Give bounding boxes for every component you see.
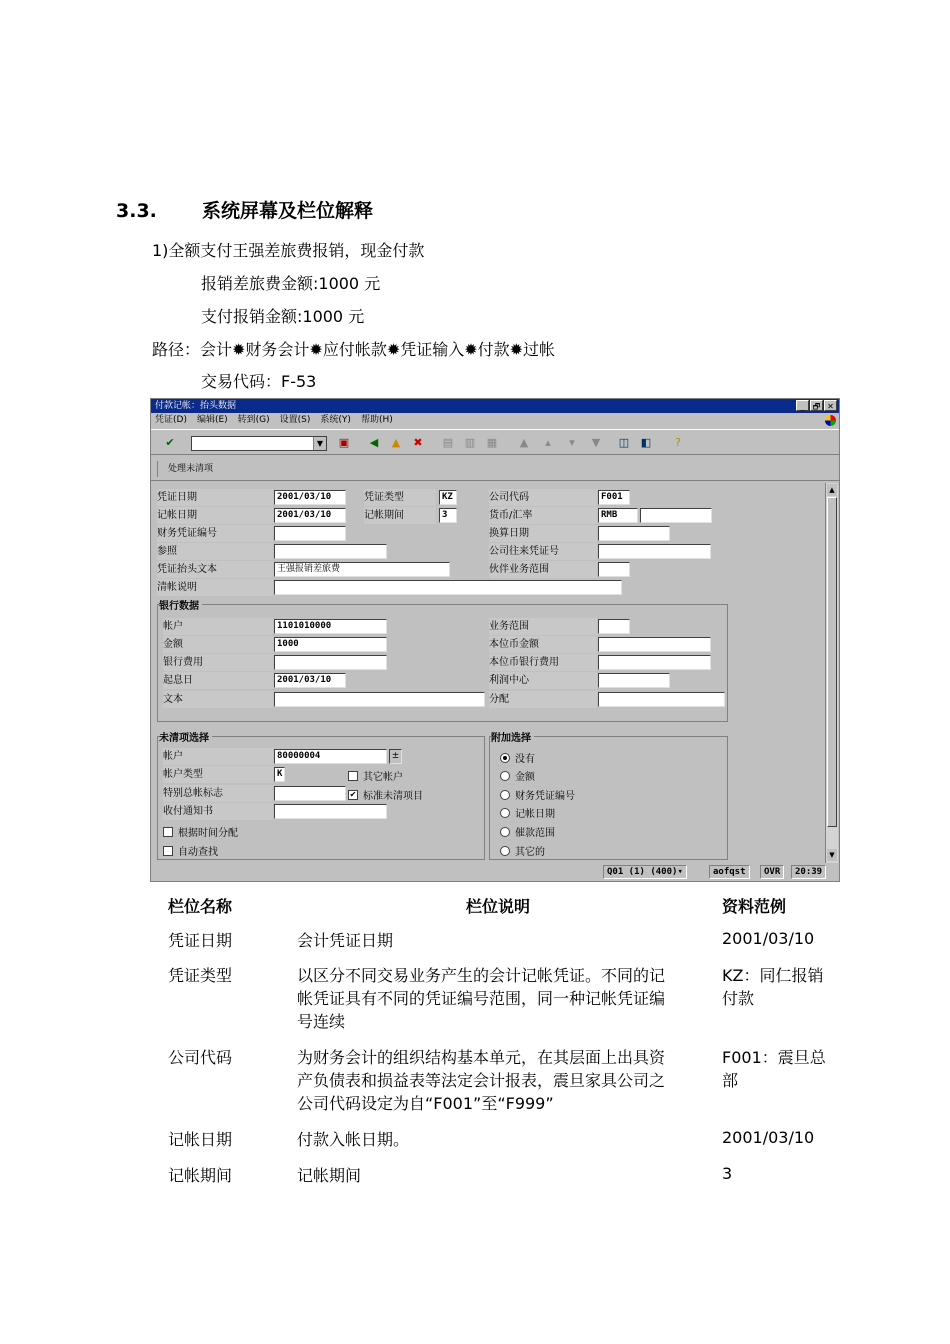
row-example: 2001/03/10 — [722, 929, 815, 948]
reference-field[interactable] — [274, 544, 387, 559]
radio[interactable] — [500, 790, 510, 800]
menu-help[interactable]: 帮助(H) — [360, 415, 393, 425]
row-example: KZ：同仁报销 — [722, 966, 824, 985]
radio-selected[interactable] — [500, 753, 510, 763]
row-field-name: 凭证类型 — [168, 966, 233, 985]
automatic-search-label: 自动查找 — [178, 847, 218, 858]
next-page-icon[interactable]: ▾ — [569, 436, 575, 449]
label-translation-date: 换算日期 — [489, 525, 597, 542]
label-posting-date: 记帐日期 — [157, 507, 273, 524]
other-accounts-label: 其它帐户 — [363, 772, 403, 783]
label-document-type: 凭证类型 — [364, 489, 436, 506]
exit-icon[interactable]: ▲ — [391, 436, 401, 449]
checkbox-box[interactable] — [348, 771, 358, 781]
column-header-field-description: 栏位说明 — [466, 897, 531, 916]
trading-partner-ba-field[interactable] — [598, 562, 630, 577]
option-others-radio[interactable] — [500, 843, 545, 858]
menu-document[interactable]: 凭证(D) — [155, 415, 187, 425]
exchange-rate-field[interactable] — [640, 508, 712, 523]
label-assignment: 分配 — [489, 691, 597, 708]
local-bank-charges-field[interactable] — [598, 655, 711, 670]
checkbox-box[interactable] — [163, 846, 173, 856]
option-none-label: 没有 — [515, 754, 535, 765]
row-example: 2001/03/10 — [722, 1128, 815, 1147]
scroll-down-icon[interactable]: ▼ — [827, 849, 837, 861]
cancel-icon[interactable]: ✖ — [413, 436, 423, 449]
label-clearing-text: 清帐说明 — [157, 579, 273, 596]
special-gl-indicator-field[interactable] — [274, 786, 346, 801]
label-account-type: 帐户类型 — [163, 766, 273, 783]
last-page-icon[interactable]: ▼ — [591, 436, 601, 449]
close-button[interactable]: ✕ — [824, 400, 837, 411]
transaction-code: 交易代码：F-53 — [201, 372, 317, 391]
chevron-down-icon[interactable]: ▼ — [313, 437, 326, 450]
option-dunning-area-label: 催款范围 — [515, 828, 555, 839]
row-field-name: 公司代码 — [168, 1048, 233, 1067]
print-icon[interactable]: ▤ — [442, 436, 454, 449]
bank-account-field[interactable]: 1101010000 — [274, 619, 387, 634]
previous-page-icon[interactable]: ▴ — [545, 436, 551, 449]
label-currency-rate: 货币/汇率 — [489, 507, 597, 524]
option-document-number-radio[interactable] — [500, 787, 575, 802]
system-client-status[interactable]: Q01 (1) (400)▾ — [603, 865, 687, 879]
label-header-text: 凭证抬头文本 — [157, 561, 273, 578]
enter-check-icon[interactable]: ✔ — [165, 436, 175, 449]
row-field-name: 记帐日期 — [168, 1130, 233, 1149]
label-local-amount: 本位币金额 — [489, 636, 597, 653]
business-area-field[interactable] — [598, 619, 630, 634]
option-amount-label: 金额 — [515, 772, 535, 783]
help-icon[interactable]: ? — [675, 436, 681, 449]
bank-text-field[interactable] — [274, 692, 485, 707]
radio[interactable] — [500, 827, 510, 837]
menu-settings[interactable]: 设置(S) — [279, 415, 311, 425]
create-session-icon[interactable]: ◫ — [618, 436, 630, 449]
bank-data-title: 银行数据 — [159, 597, 202, 612]
minimize-button[interactable]: _ — [796, 400, 809, 411]
application-toolbar — [151, 457, 839, 481]
menu-goto[interactable]: 转到(G) — [237, 415, 270, 425]
column-header-example: 资料范例 — [722, 897, 787, 916]
first-page-icon[interactable]: ▲ — [519, 436, 529, 449]
intro-line-2: 报销差旅费金额:1000 元 — [201, 274, 381, 293]
screen-content — [153, 483, 825, 861]
option-none-radio[interactable] — [500, 750, 535, 765]
checkbox-box[interactable] — [163, 827, 173, 837]
option-document-number-label: 财务凭证编号 — [515, 791, 575, 802]
additional-selection-title: 附加选择 — [491, 729, 534, 744]
posting-period-field[interactable]: 3 — [439, 508, 457, 523]
row-description: 会计凭证日期 — [297, 931, 394, 950]
window-title: 付款记帐：抬头数据 — [155, 401, 237, 411]
window-titlebar — [151, 399, 839, 413]
posting-date-field[interactable]: 2001/03/10 — [274, 508, 346, 523]
local-amount-field[interactable] — [598, 637, 711, 652]
clearing-text-field[interactable] — [274, 580, 622, 595]
command-field[interactable] — [191, 436, 327, 451]
server-status: aofqst — [709, 865, 750, 879]
label-bank-charges: 银行费用 — [163, 654, 273, 671]
status-bar — [151, 863, 839, 881]
section-title: 系统屏幕及栏位解释 — [202, 200, 374, 222]
scrollbar-thumb[interactable] — [827, 497, 837, 827]
company-code-field[interactable]: F001 — [598, 490, 630, 505]
label-document-date: 凭证日期 — [157, 489, 273, 506]
menu-edit[interactable]: 编辑(E) — [196, 415, 228, 425]
fi-document-number-field[interactable] — [274, 526, 346, 541]
value-date-field[interactable]: 2001/03/10 — [274, 673, 346, 688]
label-amount: 金额 — [163, 636, 273, 653]
section-heading — [116, 196, 373, 223]
row-description: 号连续 — [297, 1012, 346, 1031]
open-account-field[interactable]: 80000004 — [274, 749, 387, 764]
match-code-icon[interactable]: ± — [389, 749, 402, 764]
label-special-gl-indicator: 特别总帐标志 — [163, 785, 273, 802]
label-value-date: 起息日 — [163, 672, 273, 689]
label-company-code: 公司代码 — [489, 489, 597, 506]
row-description: 帐凭证具有不同的凭证编号范围，同一种记帐凭证编 — [297, 989, 666, 1008]
radio[interactable] — [500, 846, 510, 856]
row-description: 记帐期间 — [297, 1166, 362, 1185]
label-trading-partner-ba: 伙伴业务范围 — [489, 561, 597, 578]
distribute-by-age-checkbox[interactable] — [163, 824, 238, 839]
vertical-scrollbar[interactable] — [825, 483, 838, 863]
distribute-by-age-label: 根据时间分配 — [178, 828, 238, 839]
profit-center-field[interactable] — [598, 673, 670, 688]
menu-path: 路径：会计✹财务会计✹应付帐款✹凭证输入✹付款✹过帐 — [152, 340, 556, 359]
standard-toolbar — [151, 429, 839, 455]
row-field-name: 凭证日期 — [168, 931, 233, 950]
find-next-icon[interactable]: ▦ — [486, 436, 498, 449]
section-number: 3.3. — [116, 200, 157, 222]
header-text-field[interactable]: 王强报销差旅费 — [274, 562, 450, 577]
row-description: 以区分不同交易业务产生的会计记帐凭证。不同的记 — [297, 966, 666, 985]
insert-mode-status: OVR — [760, 865, 784, 879]
document-date-field[interactable]: 2001/03/10 — [274, 490, 346, 505]
shortcut-icon[interactable]: ◧ — [640, 436, 652, 449]
process-open-items-button[interactable]: 处理未清项 — [157, 461, 223, 477]
standard-open-items-checkbox[interactable] — [348, 787, 423, 802]
label-reference: 参照 — [157, 543, 273, 560]
restore-button[interactable]: 🗗 — [810, 400, 823, 411]
time-status: 20:39 — [791, 865, 826, 879]
bank-charges-field[interactable] — [274, 655, 387, 670]
row-description: 为财务会计的组织结构基本单元，在其层面上出具资 — [297, 1048, 666, 1067]
other-accounts-checkbox[interactable] — [348, 768, 403, 783]
column-header-field-name: 栏位名称 — [168, 897, 233, 916]
standard-open-items-label: 标准未清项目 — [363, 791, 423, 802]
label-business-area: 业务范围 — [489, 618, 597, 635]
automatic-search-checkbox[interactable] — [163, 843, 218, 858]
row-example: F001：震旦总 — [722, 1048, 826, 1067]
menu-bar — [151, 413, 839, 427]
label-payment-advice: 收付通知书 — [163, 803, 273, 820]
cross-company-number-field[interactable] — [598, 544, 711, 559]
menu-system[interactable]: 系统(Y) — [320, 415, 351, 425]
label-profit-center: 利润中心 — [489, 672, 597, 689]
assignment-field[interactable] — [598, 692, 725, 707]
option-amount-radio[interactable] — [500, 768, 535, 783]
option-dunning-area-radio[interactable] — [500, 824, 555, 839]
radio[interactable] — [500, 808, 510, 818]
find-icon[interactable]: ▥ — [464, 436, 476, 449]
checkbox-box-checked[interactable]: ✔ — [349, 789, 357, 799]
currency-field[interactable]: RMB — [598, 508, 638, 523]
row-example: 部 — [722, 1071, 739, 1090]
row-description: 公司代码设定为自“F001”至“F999” — [297, 1094, 554, 1113]
save-icon[interactable]: ▣ — [338, 436, 350, 449]
sap-window — [150, 398, 840, 882]
option-others-label: 其它的 — [515, 847, 545, 858]
row-example: 付款 — [722, 989, 755, 1008]
label-bank-text: 文本 — [163, 691, 273, 708]
option-posting-date-label: 记帐日期 — [515, 809, 555, 820]
intro-line-1: 1)全额支付王强差旅费报销，现金付款 — [152, 241, 425, 260]
label-cross-company-number: 公司往来凭证号 — [489, 543, 597, 560]
radio[interactable] — [500, 771, 510, 781]
account-type-field[interactable]: K — [274, 767, 285, 782]
label-bank-account: 帐户 — [163, 618, 273, 635]
row-description: 付款入帐日期。 — [297, 1130, 410, 1149]
option-posting-date-radio[interactable] — [500, 805, 555, 820]
open-item-selection-title: 未清项选择 — [159, 729, 212, 744]
label-open-account: 帐户 — [163, 748, 273, 765]
intro-line-3: 支付报销金额:1000 元 — [201, 307, 365, 326]
scroll-up-icon[interactable]: ▲ — [827, 484, 837, 496]
row-description: 产负债表和损益表等法定会计报表，震旦家具公司之 — [297, 1071, 666, 1090]
back-icon[interactable]: ◀ — [369, 436, 379, 449]
label-fi-document-number: 财务凭证编号 — [157, 525, 273, 542]
document-type-field[interactable]: KZ — [439, 490, 457, 505]
payment-advice-field[interactable] — [274, 804, 387, 819]
translation-date-field[interactable] — [598, 526, 670, 541]
sap-logo-icon — [825, 415, 836, 426]
row-example: 3 — [722, 1164, 733, 1183]
row-field-name: 记帐期间 — [168, 1166, 233, 1185]
label-local-bank-charges: 本位币银行费用 — [489, 654, 597, 671]
amount-field[interactable]: 1000 — [274, 637, 387, 652]
label-posting-period: 记帐期间 — [364, 507, 436, 524]
